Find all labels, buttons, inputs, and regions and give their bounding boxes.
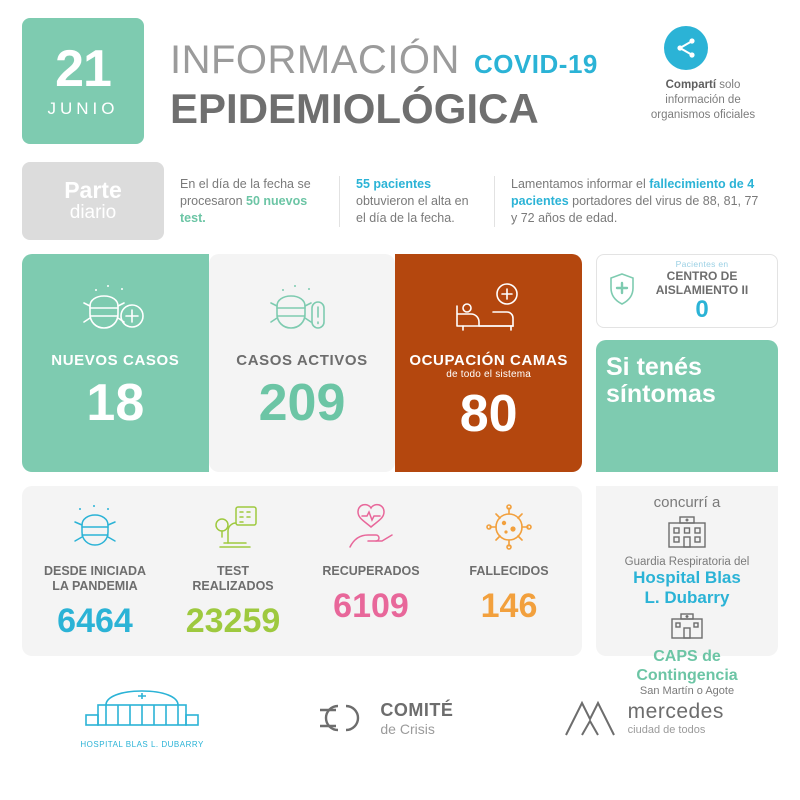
sintomas-place2-line1: CAPS de <box>653 648 721 665</box>
logo-hospital <box>76 687 208 749</box>
mercedes-line1: mercedes <box>627 700 724 723</box>
stat-fallecidos <box>440 500 578 642</box>
parte-col1-text: En el día de la fecha se procesaron <box>180 176 311 208</box>
date-month: JUNIO <box>47 99 119 118</box>
share-icon[interactable] <box>664 26 708 70</box>
card-casos-activos <box>209 254 396 472</box>
hospital-bed-icon <box>449 276 529 346</box>
parte-col3-text2: portadores del virus de 88, 81, 77 y 72 años de edad. <box>511 193 759 225</box>
date-badge <box>22 18 144 144</box>
stat-value: 146 <box>480 587 538 625</box>
card-ocupacion-camas <box>395 254 582 472</box>
comite-line2: de Crisis <box>380 720 435 737</box>
stats-row <box>22 486 778 697</box>
sintomas-header <box>596 340 778 472</box>
stat-label-line1: RECUPERADOS <box>322 564 420 578</box>
card-value: 18 <box>86 374 145 432</box>
sintomas-place1-caption: Guardia Respiratoria del <box>624 556 750 568</box>
parte-label-line1: Parte <box>64 177 122 203</box>
logo-comite-crisis <box>316 698 453 738</box>
aislamiento-line2: CENTRO DE <box>666 269 738 283</box>
aislamiento-line1: Pacientes en <box>675 259 729 269</box>
card-value: 80 <box>459 385 518 443</box>
mask-alert-icon <box>265 276 339 346</box>
virus-icon <box>478 500 540 558</box>
card-label: OCUPACIÓN CAMAS <box>409 352 569 369</box>
stat-value: 6109 <box>333 587 409 625</box>
share-text-bold: Compartí <box>665 79 717 91</box>
share-text <box>628 78 778 123</box>
stat-test-realizados <box>164 500 302 642</box>
parte-diario-label <box>22 162 164 240</box>
stat-label-line1: FALLECIDOS <box>469 564 549 578</box>
microscope-icon <box>202 500 264 558</box>
sintomas-body <box>596 486 778 697</box>
share-text-line2: información de <box>665 94 741 106</box>
page-title: INFORMACIÓN <box>170 38 460 82</box>
sintomas-title-line2: síntomas <box>606 380 716 408</box>
comite-line1: COMITÉ <box>380 699 454 720</box>
stat-label-line1: TEST <box>217 564 249 578</box>
aislamiento-line3: AISLAMIENTO II <box>655 283 749 297</box>
main-cards-row <box>22 254 778 472</box>
mask-person-icon <box>64 500 126 558</box>
card-sublabel: de todo el sistema <box>446 369 532 380</box>
stat-label-line1: DESDE INICIADA <box>43 564 147 578</box>
page-subtitle: EPIDEMIOLÓGICA <box>170 85 539 132</box>
shield-cross-icon <box>607 272 637 311</box>
parte-col2-text: obtuvieron el alta en el día de la fecha. <box>356 193 469 225</box>
stat-label-line2: LA PANDEMIA <box>52 579 138 593</box>
share-text-line3: organismos oficiales <box>650 109 756 121</box>
parte-col3-highlight: fallecimiento de 4 pacientes <box>511 176 755 208</box>
heart-hand-icon <box>340 500 402 558</box>
hospital-building-icon <box>606 515 768 554</box>
header <box>22 18 778 148</box>
sintomas-place1-line1: Hospital Blas <box>633 568 741 587</box>
mask-plus-icon <box>78 276 152 346</box>
card-nuevos-casos <box>22 254 209 472</box>
share-text-rest: solo <box>716 79 741 91</box>
card-label: CASOS ACTIVOS <box>236 352 368 369</box>
card-label: NUEVOS CASOS <box>51 352 180 369</box>
parte-col3-text1: Lamentamos informar el <box>511 176 650 191</box>
parte-col1-highlight: 50 nuevos test. <box>180 193 308 225</box>
parte-label-line2: diario <box>69 202 117 223</box>
card-value: 209 <box>258 374 346 432</box>
sintomas-place2-caption: San Martín o Agote <box>639 685 735 697</box>
parte-col-fallecidos <box>494 176 778 227</box>
aislamiento-value: 0 <box>695 296 709 323</box>
stat-value: 6464 <box>57 602 133 640</box>
mercedes-line2: ciudad de todos <box>627 724 706 736</box>
clinic-building-icon <box>606 612 768 645</box>
stat-label-line2: REALIZADOS <box>192 579 274 593</box>
title-block <box>144 18 628 133</box>
date-day: 21 <box>55 40 111 98</box>
parte-diario <box>22 162 778 240</box>
parte-col-altas <box>339 176 494 227</box>
sintomas-place1-line2: L. Dubarry <box>644 588 730 607</box>
parte-col2-highlight: 55 pacientes <box>356 176 432 191</box>
sintomas-title-line1: Si tenés <box>606 353 702 381</box>
covid-tag: COVID-19 <box>473 49 598 79</box>
parte-col-tests <box>164 176 339 227</box>
stat-desde-iniciada <box>26 500 164 642</box>
logo-mercedes <box>562 697 724 739</box>
sintomas-place2-line2: Contingencia <box>636 667 738 684</box>
hospital-caption: HOSPITAL BLAS L. DUBARRY <box>80 740 204 749</box>
stat-recuperados <box>302 500 440 642</box>
sintomas-concurri: concurrí a <box>653 494 721 511</box>
share-block <box>628 18 778 123</box>
centro-aislamiento-box <box>596 254 778 328</box>
stat-value: 23259 <box>185 602 281 640</box>
